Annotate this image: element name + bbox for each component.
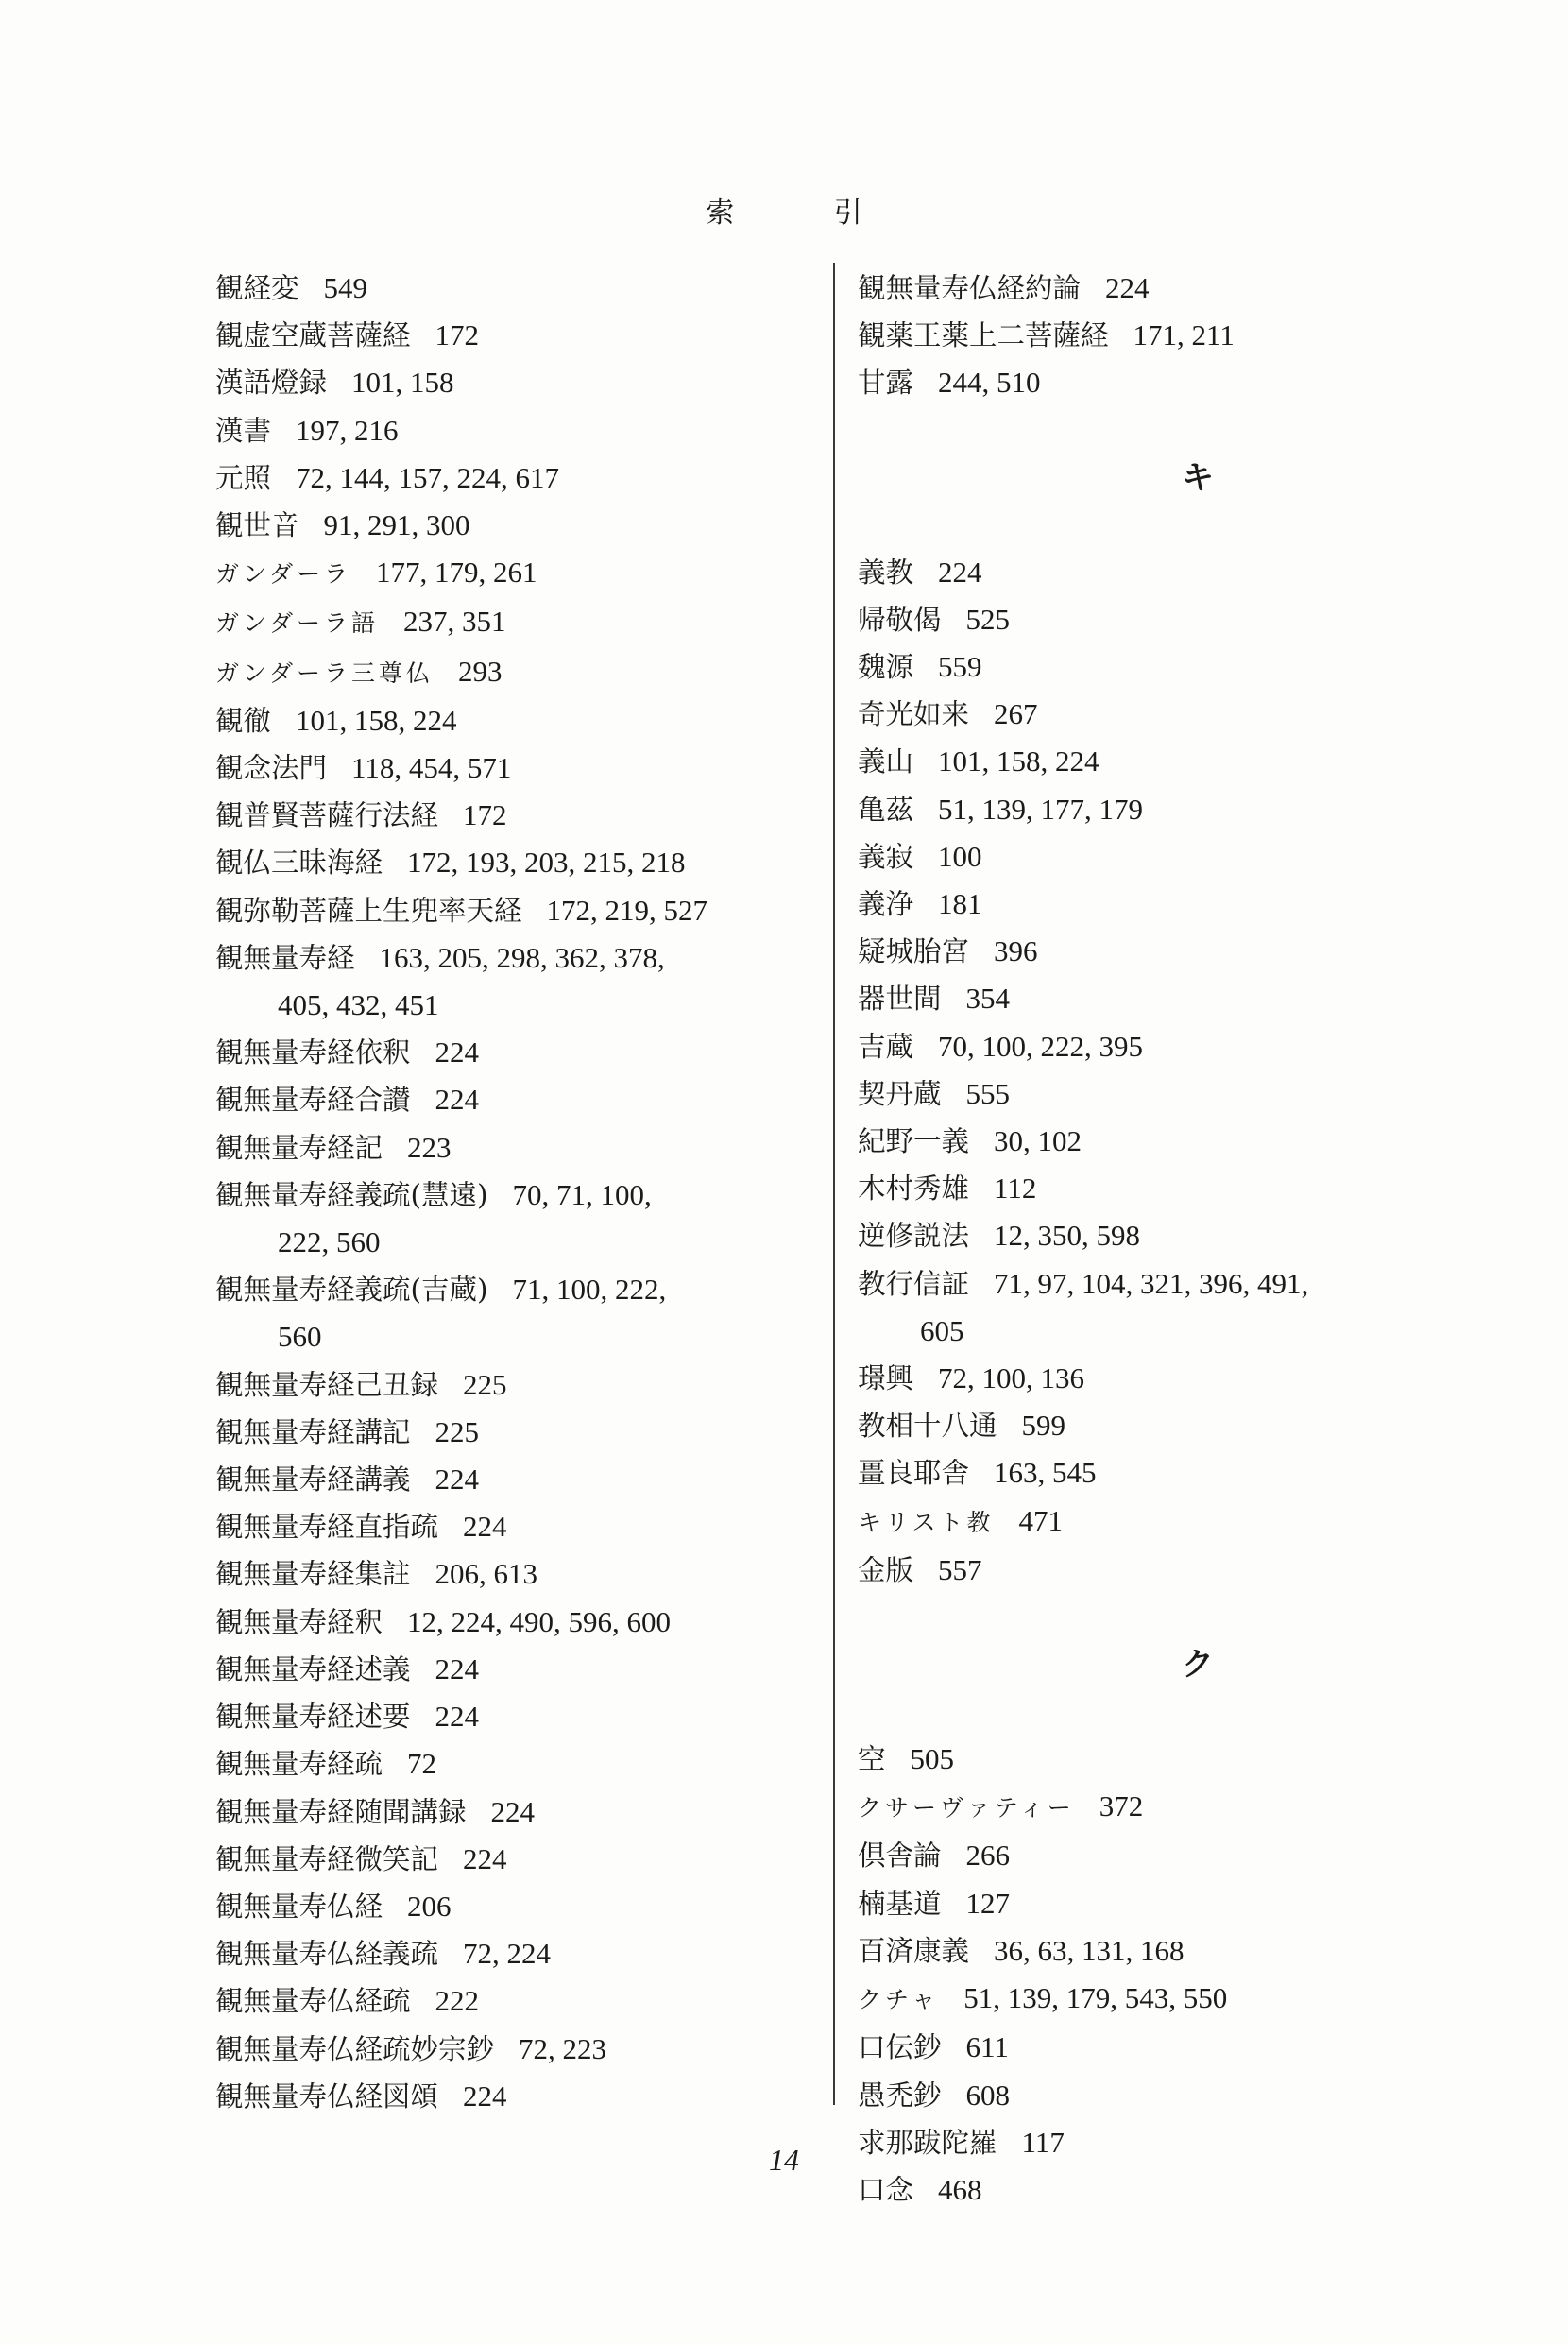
index-term: 観無量寿経微笑記 — [215, 1842, 439, 1875]
index-term: 空 — [858, 1743, 886, 1776]
index-entry — [215, 1266, 820, 1360]
index-entry — [215, 1788, 820, 1836]
index-term: 口念 — [858, 2173, 914, 2206]
index-page-refs: 608 — [965, 2078, 1011, 2112]
index-entry — [858, 786, 1481, 833]
index-page-refs: 224 — [1105, 271, 1150, 304]
index-page-refs: 244, 510 — [938, 366, 1041, 400]
index-page-refs: 293 — [458, 654, 503, 688]
index-entry — [858, 881, 1481, 928]
index-page-refs: 197, 216 — [296, 413, 399, 447]
index-term: 観無量寿経依釈 — [215, 1036, 411, 1069]
index-term: 観無量寿仏経疏妙宗鈔 — [215, 2032, 495, 2065]
index-entry — [215, 1124, 820, 1172]
index-page-refs: 599 — [1021, 1409, 1066, 1443]
index-entry — [215, 1409, 820, 1456]
index-term: 観無量寿経 — [215, 941, 355, 974]
index-page-refs: 225 — [463, 1367, 507, 1401]
index-page-refs: 127 — [965, 1886, 1011, 1920]
index-page-refs: 36, 63, 131, 168 — [994, 1933, 1185, 1967]
header-char-right: 引 — [833, 197, 862, 230]
index-term: 観無量寿経講義 — [215, 1463, 411, 1497]
index-term: 求那跋陀羅 — [858, 2126, 997, 2159]
index-entry — [215, 1029, 820, 1076]
index-column-right — [858, 265, 1481, 2214]
index-term: 観無量寿経随聞講録 — [215, 1795, 467, 1828]
index-entry — [215, 502, 820, 549]
index-page-refs: 101, 158, 224 — [938, 744, 1099, 778]
index-entry — [215, 744, 820, 792]
index-page-refs: 172 — [435, 318, 480, 352]
index-page-refs: 91, 291, 300 — [323, 508, 470, 542]
index-entry — [858, 1736, 1481, 1783]
index-page-refs: 51, 139, 179, 543, 550 — [963, 1981, 1228, 2015]
index-term: 観虚空蔵菩薩経 — [215, 319, 411, 352]
index-page-refs: 372 — [1099, 1789, 1144, 1823]
index-entry — [215, 839, 820, 886]
index-entry — [215, 2026, 820, 2073]
index-page-refs: 224 — [938, 555, 982, 589]
index-page-refs: 72, 100, 136 — [938, 1361, 1085, 1395]
index-page-refs: 549 — [323, 271, 368, 304]
index-entry — [215, 407, 820, 454]
index-term: ガンダーラ語 — [215, 609, 380, 638]
index-page-refs: 224 — [463, 2079, 507, 2113]
index-term: 観念法門 — [215, 752, 328, 785]
index-page-refs: 267 — [994, 697, 1038, 731]
index-term: 契丹蔵 — [858, 1077, 942, 1110]
index-page-refs: 222 — [435, 1984, 480, 2018]
index-page-refs: 525 — [965, 602, 1011, 636]
index-entry — [858, 643, 1481, 691]
index-page-refs: 468 — [938, 2172, 982, 2206]
index-group-ki — [858, 549, 1481, 1594]
index-entry — [858, 1165, 1481, 1212]
index-term: 吉蔵 — [858, 1030, 914, 1063]
index-term: 観弥勒菩薩上生兜率天経 — [215, 894, 522, 927]
index-entry — [858, 1497, 1481, 1547]
index-term: ガンダーラ — [215, 560, 352, 589]
index-page-refs: 611 — [965, 2030, 1009, 2064]
index-page-refs: 72 — [407, 1747, 437, 1781]
index-entry — [858, 928, 1481, 975]
index-page-refs: 396 — [994, 934, 1038, 968]
index-entry — [215, 887, 820, 934]
index-entry — [215, 697, 820, 744]
index-page-refs: 172 — [463, 798, 507, 832]
index-page-refs: 181 — [938, 887, 982, 921]
index-page-refs: 224 — [435, 1083, 480, 1117]
index-entry — [215, 265, 820, 312]
index-page-refs-continued: 605 — [920, 1313, 964, 1347]
index-entry — [215, 792, 820, 839]
index-page-refs: 266 — [965, 1839, 1011, 1873]
index-term: 逆修説法 — [858, 1220, 970, 1253]
index-term: 観経変 — [215, 272, 299, 304]
index-term: ガンダーラ三尊仏 — [215, 659, 435, 687]
index-page-refs: 70, 100, 222, 395 — [938, 1029, 1144, 1063]
index-entry — [858, 265, 1481, 312]
index-group-ka-continued — [858, 265, 1481, 407]
index-term: 帰敬偈 — [858, 603, 942, 636]
index-page-refs: 555 — [965, 1076, 1011, 1110]
index-term: 観無量寿経集註 — [215, 1558, 411, 1591]
index-entry — [858, 1355, 1481, 1402]
index-term: 観無量寿仏経疏 — [215, 1985, 411, 2018]
index-page-refs: 171, 211 — [1133, 318, 1235, 352]
index-term: 器世間 — [858, 983, 942, 1016]
index-entry — [215, 648, 820, 697]
index-entry — [215, 1977, 820, 2025]
index-entry — [215, 1646, 820, 1693]
index-entry — [215, 1883, 820, 1930]
index-entry — [858, 2024, 1481, 2071]
index-page-refs: 224 — [490, 1794, 536, 1828]
index-term: 楠基道 — [858, 1887, 942, 1920]
index-term: 倶舎論 — [858, 1839, 942, 1873]
index-entry — [858, 1880, 1481, 1927]
section-heading-ki: キ — [1182, 458, 1214, 497]
index-term: 観無量寿経己丑録 — [215, 1368, 439, 1401]
page-number: 14 — [769, 2143, 799, 2177]
index-term: キリスト教 — [858, 1508, 995, 1536]
index-term: 観無量寿経義疏(吉蔵) — [215, 1274, 488, 1307]
index-entry — [858, 596, 1481, 643]
index-term: 元照 — [215, 461, 272, 494]
index-entry — [858, 738, 1481, 785]
index-page-refs: 71, 97, 104, 321, 396, 491, — [994, 1266, 1309, 1300]
index-term: 金版 — [858, 1553, 914, 1586]
index-term: 観世音 — [215, 509, 299, 542]
index-entry — [215, 1076, 820, 1123]
index-entry — [215, 1740, 820, 1788]
index-term: 百済康義 — [858, 1934, 970, 1967]
index-entry — [215, 2073, 820, 2120]
index-page-refs: 206, 613 — [435, 1557, 538, 1591]
index-entry — [858, 1118, 1481, 1165]
index-page-refs: 224 — [435, 1463, 480, 1497]
index-page-refs-continued: 560 — [278, 1320, 322, 1354]
index-page-refs: 177, 179, 261 — [376, 556, 537, 590]
index-term: 木村秀雄 — [858, 1172, 970, 1206]
index-page-refs: 237, 351 — [403, 605, 506, 639]
index-term: 教行信証 — [858, 1267, 970, 1300]
index-entry — [858, 312, 1481, 359]
index-entry — [215, 312, 820, 359]
index-entry — [858, 1260, 1481, 1355]
index-entry — [858, 359, 1481, 406]
index-term: 義寂 — [858, 840, 914, 873]
index-entry — [215, 1550, 820, 1598]
index-term: 観無量寿仏経 — [215, 1890, 383, 1923]
index-page-refs-continued: 405, 432, 451 — [278, 988, 439, 1022]
index-term: 愚禿鈔 — [858, 2079, 942, 2112]
index-term: 畺良耶舎 — [858, 1457, 970, 1490]
index-term: クサーヴァティー — [858, 1794, 1075, 1822]
index-page-refs: 72, 223 — [519, 2031, 607, 2065]
index-term: 亀茲 — [858, 793, 914, 826]
index-page-refs: 100 — [938, 839, 982, 873]
index-page-refs: 354 — [965, 982, 1011, 1016]
index-entry — [858, 2072, 1481, 2119]
index-term: 観無量寿経合讃 — [215, 1084, 411, 1117]
index-entry — [215, 1503, 820, 1550]
index-page-refs: 163, 205, 298, 362, 378, — [379, 940, 665, 974]
index-page-refs: 112 — [994, 1172, 1037, 1206]
index-entry — [858, 1975, 1481, 2024]
index-entry — [215, 1693, 820, 1740]
index-term: 教相十八通 — [858, 1410, 997, 1443]
index-entry — [215, 934, 820, 1029]
index-term: 紀野一義 — [858, 1125, 970, 1158]
index-entry — [215, 1930, 820, 1977]
index-term: 口伝鈔 — [858, 2031, 942, 2064]
index-entry — [215, 1361, 820, 1409]
index-page-refs: 70, 71, 100, — [512, 1177, 652, 1211]
index-entry — [215, 1172, 820, 1266]
index-page-refs: 101, 158, 224 — [296, 703, 457, 737]
index-entry — [215, 549, 820, 598]
index-entry — [858, 1927, 1481, 1975]
index-term: 璟興 — [858, 1362, 914, 1395]
index-page-refs: 223 — [407, 1130, 452, 1164]
index-term: 義山 — [858, 745, 914, 778]
index-column-left — [215, 265, 820, 2120]
index-term: クチャ — [858, 1986, 940, 2014]
index-entry — [215, 1599, 820, 1646]
index-page-refs: 172, 219, 527 — [546, 893, 708, 927]
index-entry — [858, 1023, 1481, 1070]
index-term: 観無量寿仏経図頌 — [215, 2079, 439, 2113]
index-entry — [858, 1212, 1481, 1259]
index-entry — [858, 1547, 1481, 1594]
index-term: 甘露 — [858, 367, 914, 400]
index-entry — [858, 1449, 1481, 1497]
index-page-refs: 206 — [407, 1889, 452, 1923]
index-page-refs: 172, 193, 203, 215, 218 — [407, 846, 686, 880]
column-divider — [833, 263, 835, 2105]
index-term: 観無量寿仏経義疏 — [215, 1938, 439, 1971]
index-entry — [858, 549, 1481, 596]
index-page-refs: 224 — [463, 1841, 507, 1875]
index-page-refs: 51, 139, 177, 179 — [938, 792, 1144, 826]
index-entry — [215, 1456, 820, 1503]
index-page-refs: 117 — [1021, 2125, 1065, 2159]
index-term: 観無量寿経講記 — [215, 1415, 411, 1448]
index-term: 義教 — [858, 556, 914, 589]
index-term: 魏源 — [858, 651, 914, 684]
index-term: 観無量寿仏経約論 — [858, 272, 1082, 304]
index-entry — [858, 691, 1481, 738]
index-term: 観徹 — [215, 704, 272, 737]
page-header — [0, 189, 1568, 231]
index-term: 漢書 — [215, 414, 272, 447]
index-term: 疑城胎宮 — [858, 935, 970, 968]
index-entry — [858, 1832, 1481, 1879]
index-term: 観普賢菩薩行法経 — [215, 799, 439, 832]
index-term: 観無量寿経記 — [215, 1131, 383, 1164]
index-term: 観無量寿経義疏(慧遠) — [215, 1178, 488, 1211]
index-page-refs: 557 — [938, 1552, 982, 1586]
index-page-refs: 163, 545 — [994, 1456, 1097, 1490]
index-page-refs: 30, 102 — [994, 1124, 1082, 1158]
index-page-refs: 225 — [435, 1414, 480, 1448]
index-term: 観無量寿経釈 — [215, 1605, 383, 1638]
header-char-left: 索 — [706, 197, 735, 230]
index-entry — [215, 598, 820, 647]
index-page-refs: 118, 454, 571 — [351, 751, 512, 785]
index-term: 奇光如来 — [858, 698, 970, 731]
index-term: 観無量寿経疏 — [215, 1748, 383, 1781]
index-page-refs: 505 — [910, 1742, 955, 1776]
index-page-refs: 72, 144, 157, 224, 617 — [296, 460, 560, 494]
section-heading-ku: ク — [1182, 1646, 1214, 1685]
index-term: 漢語燈録 — [215, 367, 328, 400]
index-page-refs: 101, 158 — [351, 366, 454, 400]
index-entry — [858, 1783, 1481, 1832]
index-page-refs: 224 — [435, 1651, 480, 1685]
index-page-refs: 224 — [435, 1700, 480, 1734]
index-page-refs: 12, 224, 490, 596, 600 — [407, 1604, 672, 1638]
index-term: 観薬王薬上二菩薩経 — [858, 319, 1109, 352]
index-term: 観仏三昧海経 — [215, 847, 383, 880]
index-page-refs: 224 — [435, 1035, 480, 1069]
index-page-refs: 471 — [1018, 1503, 1064, 1537]
index-page-refs: 559 — [938, 650, 982, 684]
index-entry — [215, 359, 820, 406]
index-term: 観無量寿経述義 — [215, 1652, 411, 1685]
index-entry — [215, 454, 820, 502]
index-page-refs: 12, 350, 598 — [994, 1219, 1141, 1253]
index-page-refs: 71, 100, 222, — [512, 1273, 667, 1307]
index-entry — [858, 975, 1481, 1022]
index-page-refs: 224 — [463, 1510, 507, 1544]
index-entry — [858, 833, 1481, 881]
index-page-refs: 72, 224 — [463, 1937, 552, 1971]
index-entry — [858, 1070, 1481, 1118]
index-term: 義浄 — [858, 888, 914, 921]
index-term: 観無量寿経直指疏 — [215, 1511, 439, 1544]
index-entry — [858, 1402, 1481, 1449]
index-term: 観無量寿経述要 — [215, 1701, 411, 1734]
index-entry — [215, 1836, 820, 1883]
index-page-refs-continued: 222, 560 — [278, 1225, 381, 1259]
